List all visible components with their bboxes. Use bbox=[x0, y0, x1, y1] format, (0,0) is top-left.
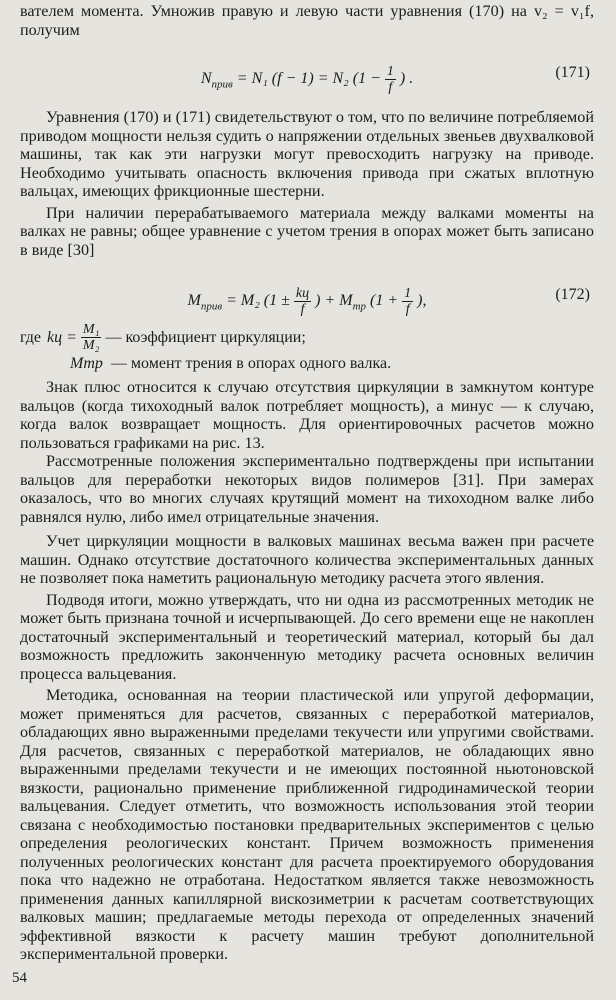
paragraph: Уравнения (170) и (171) свидетельствуют о том, что по величине потребляемой приводом мощности нельзя судить о напряжении отдельных звеньев двухвалковой машины, так как эти нагрузки могут превосходить нагрузку на приводе. Необходимо учитывать опасность включения привода при сжатых вплотную вальцах, имеющих фрикционные шестерни. bbox=[20, 108, 594, 200]
paragraph: Рассмотренные положения экспериментально подтверждены при испытании вальцов для переработки некоторых видов полимеров [31]. При замерах оказалось, что во многих случаях крутящий момент на тихоходном валке либо равнялся нулю, либо имел отрицательные значения. bbox=[20, 452, 594, 526]
definition-k: где kц = $\frac{\text{M₁}}{\text{M₂}}$ — коэффициент циркуляции; bbox=[20, 322, 306, 353]
page-number: 54 bbox=[12, 970, 27, 986]
paragraph: Методика, основанная на теории пластической или упругой деформации, может применяться для расчетов, связанных с переработкой материалов, обладающих явно выраженными пределами текучести или упругими свойствами. Для расчетов, связанных с переработкой материалов, не обладающих явно выраженными пределами текучести и не имеющих постоянной ньютоновской вязкости, рационально применение приближенной гидродинамической теории вальцевания. Следует отметить, что возможность использования этой теории связана с необходимостью постановки предварительных экспериментов с целью определения реологических констант. Причем возможность применения полученных реологических констант для расчета проектируемого оборудования пока что надежно не отработана. Недостатком является также невозможность применения данных капиллярной вискозиметрии к расчетам соответствующих валковых машин; предлагаемые методы перехода от определенных значений эффективной вязкости к расчету машин требуют дополнительной экспериментальной проверки. bbox=[20, 686, 594, 963]
definitions bbox=[20, 322, 594, 375]
main-text bbox=[20, 378, 594, 964]
definition-m: Mтр — момент трения в опорах одного валка. bbox=[70, 355, 392, 372]
fraction: $\frac{\text{M₁}}{\text{M₂}}$ bbox=[82, 322, 100, 353]
fraction: $\frac{1}{f}$ bbox=[404, 286, 412, 317]
fraction: $\frac{1}{f}$ bbox=[386, 64, 394, 95]
equation-body: $M_{прив} = M_2$ (1 ± $\frac{kц}{f}$ ) + $M_{тр}$ (1 + $\frac{1}{f}$ ), bbox=[187, 286, 427, 317]
paragraph: Подводя итоги, можно утверждать, что ни одна из рассмотренных методик не может быть признана точной и исчерпывающей. До сего времени еще не накоплен достаточный экспериментальный и теоретический материал, который бы дал возможность предложить законченную методику расчета основных величин процесса вальцевания. bbox=[20, 590, 594, 683]
paragraph: вателем момента. Умножив правую и левую части уравнения (170) на v₂ = v₁f, получим bbox=[20, 2, 594, 39]
paragraph: При наличии перерабатываемого материала между валками моменты на валках не равны; общее уравнение с учетом трения в опорах может быть записано в виде [30] bbox=[20, 203, 594, 259]
paragraph: Знак плюс относится к случаю отсутствия циркуляции в замкнутом контуре вальцов (когда тихоходный валок потребляет мощность), а минус — к случаю, когда валок возвращает мощность. Для ориентировочных расчетов можно пользоваться графиками на рис. 13. bbox=[20, 378, 594, 452]
paragraph: Учет циркуляции мощности в валковых машинах весьма важен при расчете машин. Однако отсутствие достаточного количества экспериментальных данных не позволяет пока наметить рациональную методику расчета этого явления. bbox=[20, 532, 594, 587]
equation-172 bbox=[20, 278, 594, 317]
fraction: $\frac{kц}{f}$ bbox=[295, 286, 310, 317]
equation-number: (171) bbox=[555, 64, 590, 81]
equation-171 bbox=[20, 56, 594, 95]
middle-text bbox=[20, 108, 594, 259]
equation-body: $N_{прив} = N_1$ (f − 1) = N₂ (1 − $\frac{1}{f}$ ) . bbox=[200, 64, 414, 95]
intro-text bbox=[20, 2, 594, 39]
equation-number: (172) bbox=[555, 286, 590, 303]
